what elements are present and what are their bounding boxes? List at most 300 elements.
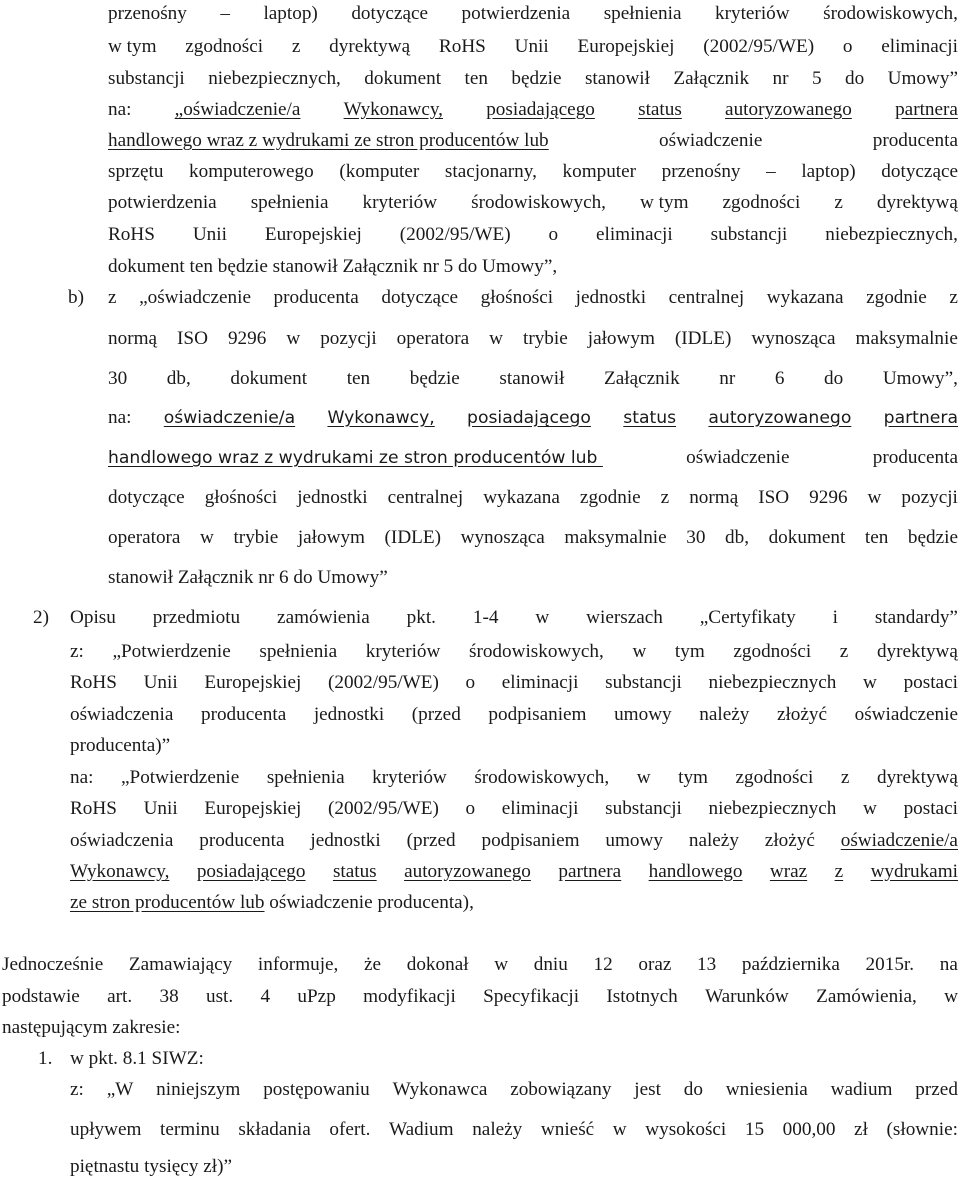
word: Zamówienia, [816,986,917,1007]
word: jednostki [313,704,385,725]
word: operatora [396,328,470,349]
word: środowiskowych, [468,641,604,662]
word: Wadium [389,1119,454,1140]
word: będzie [511,68,562,89]
word: złożyć [776,704,828,725]
word: w tym [640,192,689,213]
word: 30 [108,368,128,389]
list-label-b: b) [68,287,84,308]
word: maksymalnie [855,328,958,349]
word: status [623,408,677,428]
word: uPzp [297,986,336,1007]
word: niebezpiecznych [708,798,837,819]
word: 13 [697,954,717,975]
word: informuje, [257,954,339,975]
word: oświadczenie [854,704,958,725]
word: dokument [364,68,442,89]
word: wydrukami [870,861,958,882]
word: 6 [774,368,785,389]
word: „Potwierdzenie [121,767,240,788]
word: Unii [143,798,178,819]
word: RoHS [438,36,486,57]
word: z [839,641,849,662]
word: niebezpiecznych [708,672,837,693]
word: standardy” [874,607,958,628]
word: potwierdzenia [461,3,571,24]
text-line [70,671,958,695]
word: 2015r. [865,954,915,975]
word: w [944,986,958,1007]
word: sprzętu [108,161,164,182]
word: (2002/95/WE) [328,798,439,819]
word: oświadczenie [686,447,790,468]
word: kryteriów [365,641,441,662]
word: w [612,1119,627,1140]
word: z [834,861,844,882]
word: 12 [593,954,613,975]
word: Umowy”, [882,368,958,389]
word: producenta [273,287,359,308]
word: wykazana [766,287,844,308]
text-line [70,860,958,884]
word: należy [472,1119,523,1140]
text-line [108,327,958,351]
word: i [832,607,838,628]
word: handlowego wraz z wydrukami ze stron producentów lub [108,448,603,468]
word: dyrektywą [329,36,411,57]
word: następującym zakresie: [2,1017,181,1038]
word: środowiskowych, [823,3,958,24]
word: (IDLE) [384,527,442,548]
word: Specyfikacji [483,986,580,1007]
text-line [108,223,958,247]
word: eliminacji [596,224,673,245]
word: zamówienia [277,607,370,628]
word: upływem [70,1119,142,1140]
word: jednostki [310,830,381,851]
word: Jednocześnie [2,954,104,975]
word: ten [864,527,889,548]
word: dotyczące [108,487,185,508]
text-line [70,1118,958,1142]
word: „oświadczenie [139,287,251,308]
text-line [2,953,958,977]
word: kryteriów [362,192,438,213]
word: Wykonawcy, [343,99,443,120]
word: zgodności [722,192,801,213]
word: spełnienia [250,192,329,213]
word: zł [854,1119,868,1140]
text-line [70,1078,958,1102]
word: Zamawiający [128,954,233,975]
word: tym [678,767,708,788]
word: przed [915,1079,958,1100]
word: – [766,161,776,182]
word: autoryzowanego [708,408,852,428]
word: kryteriów [372,767,447,788]
word: dokument [768,527,846,548]
word: przedmiotu [152,607,241,628]
word: głośności [204,487,278,508]
word: stanowił Załącznik nr 6 do Umowy” [108,567,388,588]
word: należy [699,704,750,725]
word: na: [70,767,94,788]
word: centralnej [668,287,745,308]
text-line [108,406,958,430]
word: partnera [558,861,622,882]
word: na [939,954,958,975]
word: spełnienia [259,641,338,662]
word: pozycji [320,328,377,349]
word: – [220,3,230,24]
word: spełnienia [266,767,345,788]
word: wykazana [483,487,560,508]
text-line [2,1016,180,1040]
text-line [108,566,388,590]
text-line [108,486,958,510]
word: postępowaniu [263,1079,370,1100]
word: Unii [514,36,549,57]
word: na: [108,99,132,120]
word: wynosząca [751,328,836,349]
word: z: [70,641,84,662]
word: wnieść [540,1119,595,1140]
word: db, [725,527,749,548]
word: z [834,192,843,213]
text-line [2,985,958,1009]
word: w [286,328,301,349]
word: stanowił [499,368,565,389]
word: operatora [108,527,181,548]
word: do [824,368,844,389]
word: (2002/95/WE) [399,224,511,245]
word: producenta)” [70,735,171,756]
word: w [636,767,651,788]
text-line [70,829,958,853]
word: 9296 [227,328,267,349]
word: wraz [769,861,808,882]
word: wniesienia [725,1079,808,1100]
word: Europejskiej [204,798,302,819]
word: db, [166,368,191,389]
word: tym [674,641,705,662]
word: należy [688,830,739,851]
word: oraz [638,954,672,975]
word: (przed [411,704,461,725]
word: komputerowego [189,161,314,182]
word: dotyczące [881,161,958,182]
word: laptop) [801,161,856,182]
word: handlowego [648,861,743,882]
word: nr [719,368,736,389]
word: jałowym [587,328,655,349]
word: wadium [830,1079,893,1100]
word: dokument ten będzie stanowił Załącznik nr 5 do Umowy”, [108,256,558,277]
word: stacjonarny, [444,161,537,182]
word: Europejskiej [204,672,302,693]
word: RoHS [108,224,155,245]
word: Załącznik [604,368,680,389]
text-line [70,797,958,821]
word: RoHS [70,798,117,819]
word: Wykonawcy, [70,861,170,882]
word: Europejskiej [264,224,362,245]
word: art. [107,986,133,1007]
word: status [332,861,377,882]
word: o [465,672,476,693]
word: zgodności [735,767,814,788]
word: będzie [409,368,460,389]
word: eliminacji [501,798,579,819]
word: 9296 [809,487,848,508]
word: postaci [903,672,958,693]
word: normą [689,487,739,508]
word: dyrektywą [876,767,958,788]
word: niniejszym [156,1079,241,1100]
word: jest [634,1079,661,1100]
word: Opisu [70,607,116,628]
word: autoryzowanego [725,99,852,120]
word: oświadczenie [659,130,763,151]
word: Umowy” [887,68,958,89]
word: potwierdzenia [108,192,217,213]
word: substancji [605,798,682,819]
word: oświadczenia [70,704,174,725]
word: „W [106,1079,134,1100]
word: Europejskiej [577,36,675,57]
word: (przed [406,830,456,851]
word: wierszach [586,607,663,628]
text-line [70,1155,232,1179]
text-line [108,286,958,310]
word: Wykonawcy, [327,408,435,428]
word: handlowego wraz z wydrukami ze stron producentów lub [108,130,549,151]
word: że [364,954,382,975]
word: oświadczenie producenta), [264,892,474,913]
word: spełnienia [603,3,682,24]
word: stanowił [584,68,650,89]
word: RoHS [70,672,117,693]
word: producenta [872,447,958,468]
word: ze stron producentów lub [70,892,265,913]
word: podpisaniem [481,830,580,851]
word: dyrektywą [876,192,958,213]
word: umowy [614,704,672,725]
word: ten [464,68,488,89]
word: podpisaniem [488,704,587,725]
word: (słownie: [886,1119,958,1140]
word: Załącznik [673,68,750,89]
text-line [108,35,958,59]
word: producenta [200,704,287,725]
word: centralnej [387,487,464,508]
word: 30 [686,527,706,548]
word: przenośny [108,3,187,24]
word: 15 [744,1119,765,1140]
item-heading: w pkt. 8.1 SIWZ: [70,1048,204,1069]
word: substancji [108,68,185,89]
word: w [863,672,877,693]
word: z [108,287,117,308]
word: niebezpiecznych, [825,224,958,245]
word: do [683,1079,703,1100]
word: środowiskowych, [474,767,610,788]
word: niebezpiecznych, [208,68,341,89]
word: do [845,68,865,89]
word: z: [70,1079,84,1100]
word: normą [108,328,158,349]
word: „oświadczenie/a [174,99,301,120]
word: w [867,487,882,508]
word: status [638,99,682,120]
word: w tym [108,36,157,57]
word: komputer [562,161,637,182]
word: środowiskowych, [471,192,606,213]
word: z [949,287,958,308]
word: 5 [811,68,822,89]
word: trybie [522,328,568,349]
word: w [489,328,503,349]
word: jednostki [297,487,368,508]
word: posiadającego [486,99,595,120]
text-line [108,446,958,470]
word: podstawie [2,986,80,1007]
word: składania [238,1119,311,1140]
word: na: [108,407,132,428]
word: o [842,36,853,57]
word: dokument [230,368,308,389]
text-line [70,891,474,915]
word: złożyć [764,830,815,851]
word: partnera [895,99,958,120]
word: maksymalnie [564,527,667,548]
word: eliminacji [881,36,958,57]
word: „Potwierdzenie [112,641,231,662]
word: substancji [605,672,682,693]
word: pkt. [406,607,436,628]
word: jednostki [575,287,647,308]
word: substancji [710,224,788,245]
word: umowy [605,830,663,851]
word: postaci [903,798,958,819]
text-line [70,703,958,727]
word: eliminacji [501,672,579,693]
word: dyrektywą [876,641,958,662]
word: w [535,607,550,628]
word: piętnastu tysięcy zł)” [70,1156,232,1177]
word: posiadającego [467,408,591,428]
word: 000,00 [782,1119,836,1140]
word: przenośny [661,161,741,182]
text-line [70,640,958,664]
word: Warunków [705,986,789,1007]
list-label-1: 1. [38,1048,53,1069]
text-line [108,2,958,26]
word: wynosząca [460,527,545,548]
word: pozycji [901,487,958,508]
word: jałowym [297,527,365,548]
word: 4 [260,986,271,1007]
word: Wykonawca [392,1079,488,1100]
word: producenta [199,830,285,851]
word: (2002/95/WE) [328,672,439,693]
word: 1-4 [472,607,499,628]
word: w [494,954,509,975]
word: zobowiązany [510,1079,612,1100]
word: (IDLE) [674,328,732,349]
word: oświadczenie/a [163,408,296,428]
word: w [200,527,214,548]
word: (komputer [339,161,420,182]
word: 38 [159,986,179,1007]
text-line [70,606,958,630]
word: partnera [883,408,958,428]
word: ten [346,368,371,389]
text-line [108,160,958,184]
word: dotyczące [381,287,459,308]
word: „Certyfikaty [699,607,796,628]
word: w [632,641,647,662]
word: Unii [143,672,178,693]
word: posiadającego [196,861,306,882]
word: z [660,487,670,508]
word: zgodności [185,36,264,57]
word: z [840,767,850,788]
word: producenta [872,130,958,151]
word: w [863,798,877,819]
word: Unii [192,224,227,245]
word: autoryzowanego [404,861,531,882]
word: o [548,224,559,245]
word: dotyczące [351,3,429,24]
word: modyfikacji [363,986,456,1007]
word: będzie [907,527,958,548]
word: Istotnych [606,986,678,1007]
text-line [70,766,958,790]
text-line [108,367,958,391]
word: z [291,36,301,57]
word: ofert. [329,1119,371,1140]
text-line [108,255,557,279]
word: oświadczenie/a [840,830,958,851]
list-label-2: 2) [33,607,49,628]
word: nr [772,68,789,89]
word: kryteriów [715,3,790,24]
text-line [108,129,958,153]
text-line [108,526,958,550]
word: zgodności [733,641,812,662]
word: (2002/95/WE) [703,36,815,57]
word: głośności [480,287,554,308]
word: laptop) [263,3,318,24]
text-line [108,67,958,91]
word: zgodnie [866,287,927,308]
word: zgodnie [579,487,641,508]
word: terminu [160,1119,220,1140]
word: października [741,954,840,975]
word: ISO [758,487,790,508]
word: ISO [177,328,208,349]
word: dokonał [406,954,469,975]
text-line [108,191,958,215]
text-line [108,98,958,122]
word: dniu [533,954,568,975]
word: o [465,798,476,819]
text-line [70,734,170,758]
word: ust. [205,986,234,1007]
word: wysokości [645,1119,727,1140]
word: oświadczenia [70,830,174,851]
